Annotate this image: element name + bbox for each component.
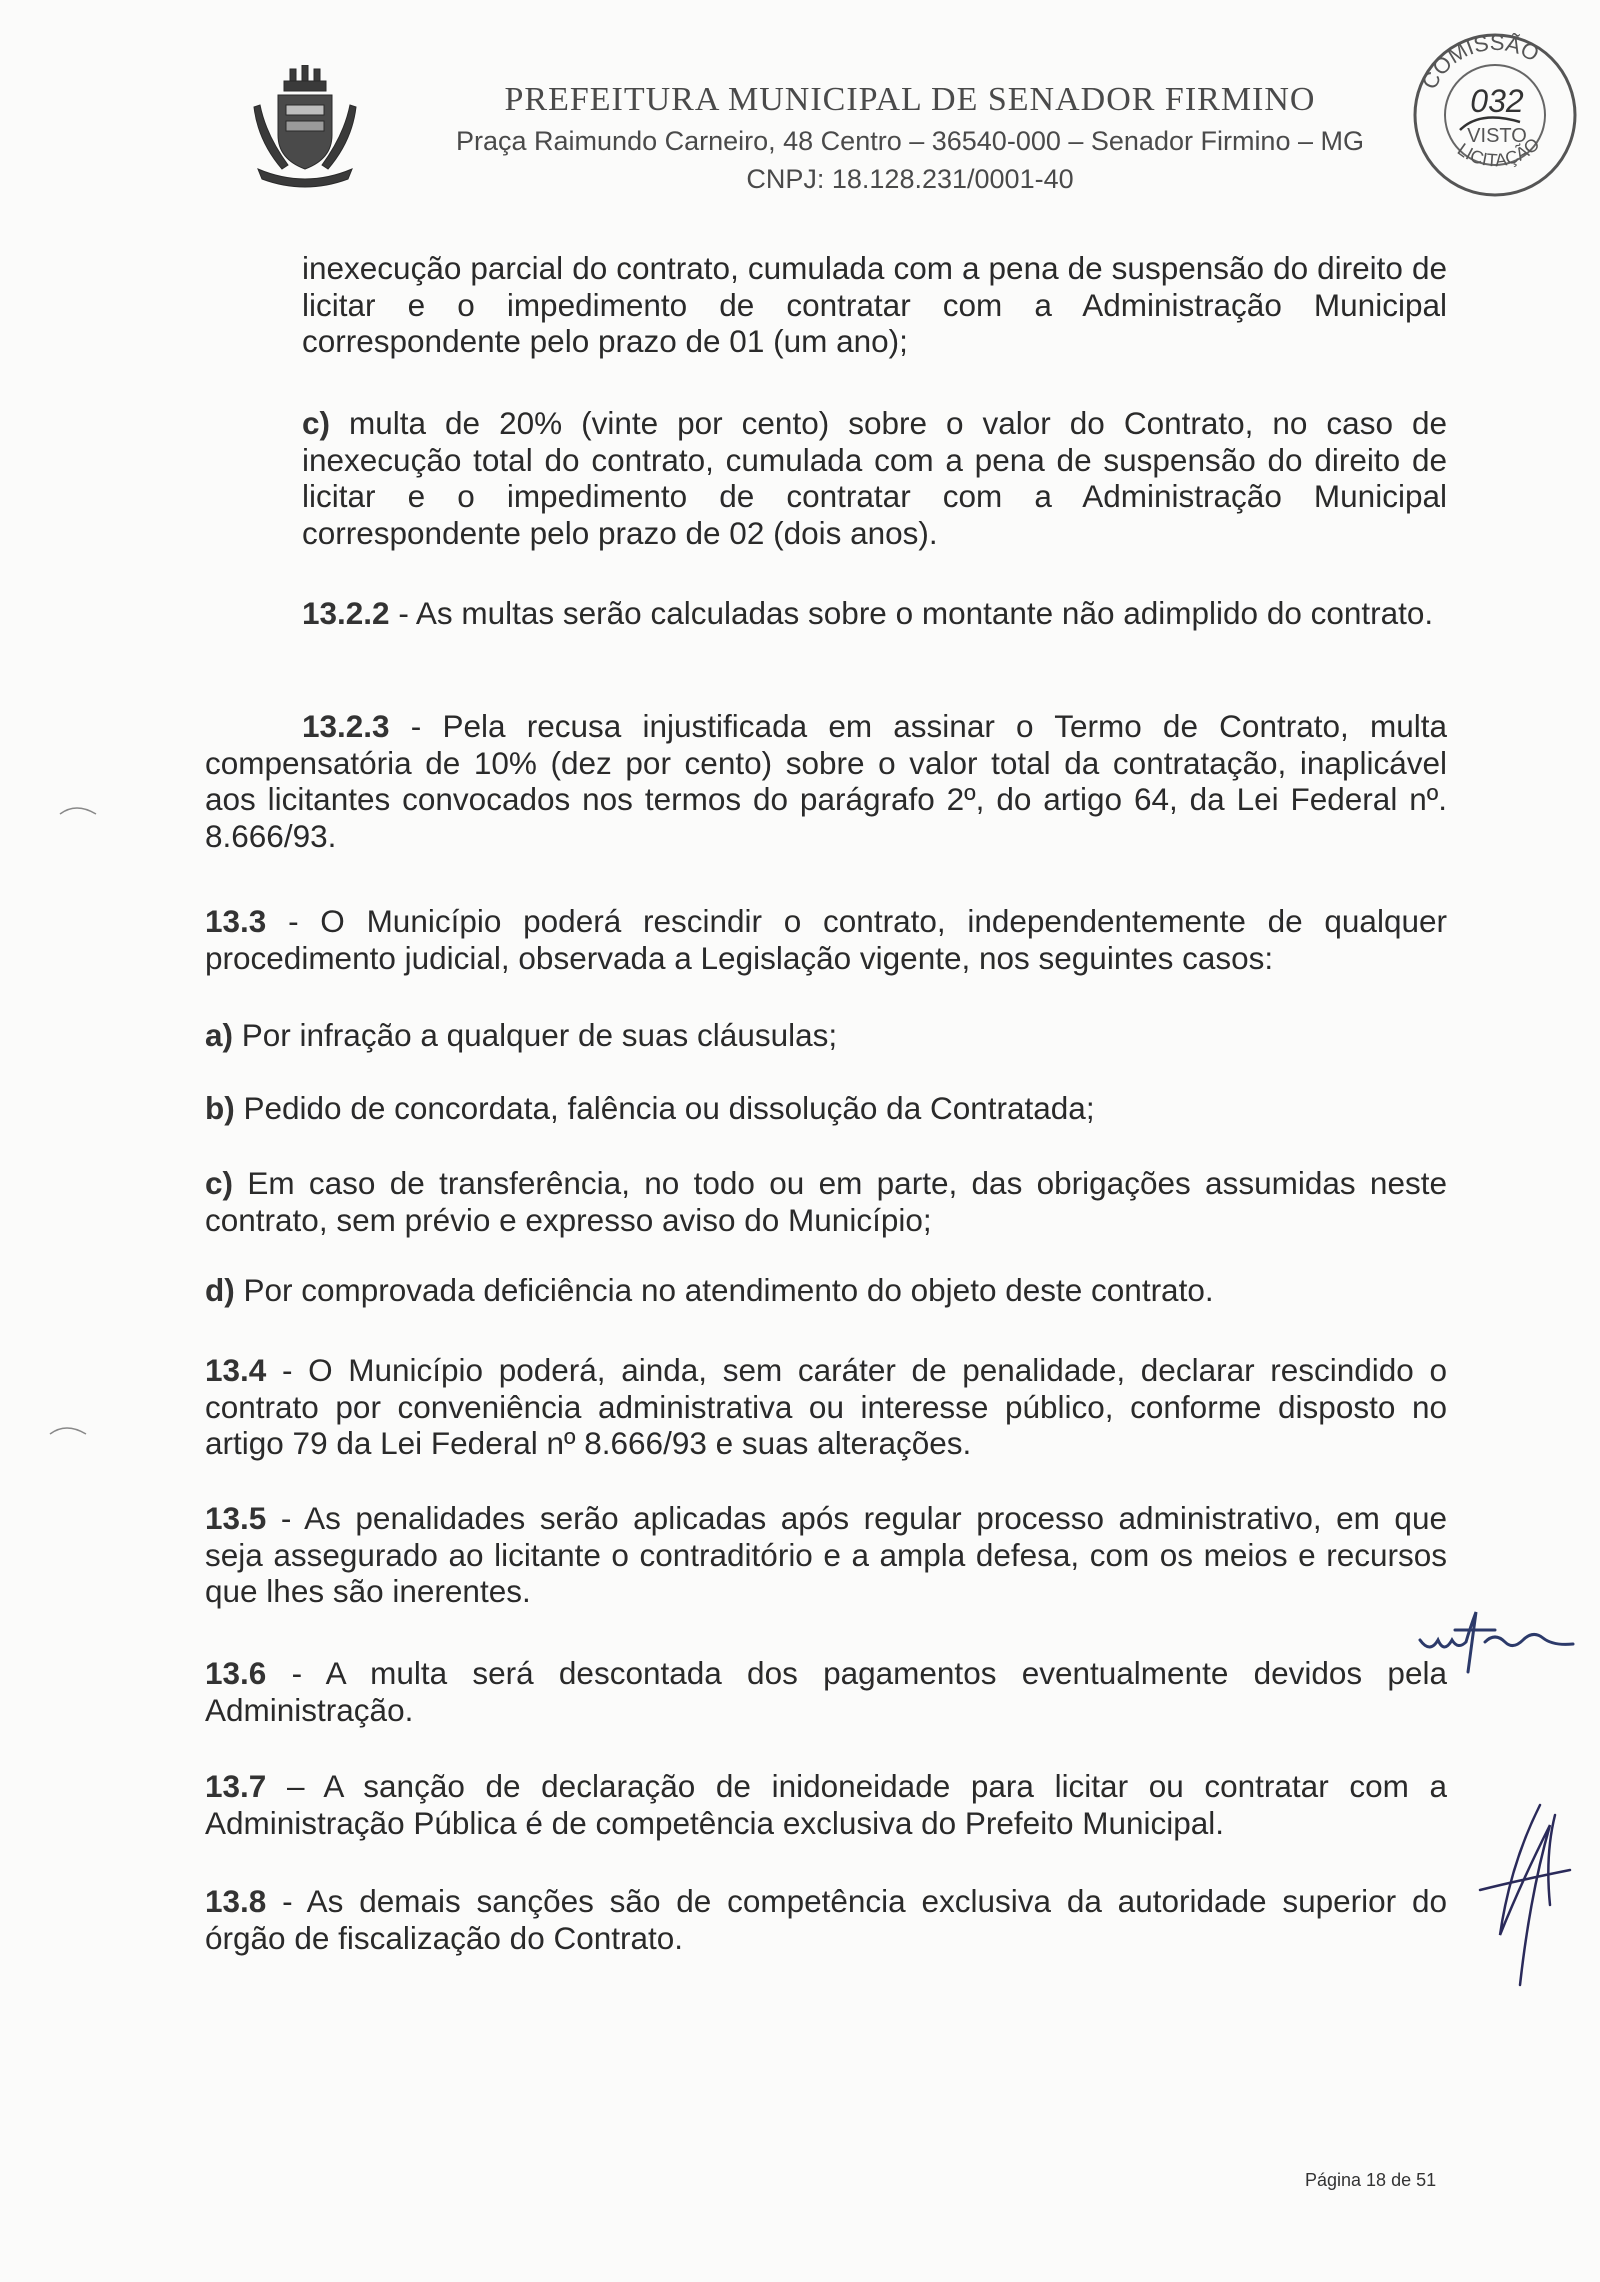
paragraph-continuation: inexecução parcial do contrato, cumulada com a pena de suspensão do direito de licitar e o impedimento de contratar com a Administração Municipal correspondente pelo prazo de 01 (um ano); xyxy=(302,250,1447,359)
paragraph-13-2-2 xyxy=(302,595,1447,632)
paragraph-13-6 xyxy=(205,1655,1447,1728)
org-address: Praça Raimundo Carneiro, 48 Centro – 36540-000 – Senador Firmino – MG xyxy=(456,126,1364,156)
list-item-c xyxy=(205,1165,1447,1238)
stamp-bottom-text: LICITAÇÃO xyxy=(1453,133,1544,171)
item-marker: b) xyxy=(205,1090,235,1126)
list-item-d xyxy=(205,1272,1447,1309)
paragraph-text: - O Município poderá, ainda, sem caráter de penalidade, declarar rescindido o contrato por conveniência administrativa ou interesse público, conforme disposto no artigo 79 da Lei Federal nº 8.666/93 e suas alterações. xyxy=(205,1352,1447,1461)
paragraph-13-4 xyxy=(205,1352,1447,1462)
list-item-text: Por comprovada deficiência no atendimento do objeto deste contrato. xyxy=(234,1272,1214,1308)
item-marker: c) xyxy=(205,1165,234,1201)
list-item-text: Por infração a qualquer de suas cláusulas; xyxy=(233,1017,838,1053)
stamp-top-text: COMISSÃO xyxy=(1416,29,1544,94)
paragraph-text: - Pela recusa injustificada em assinar o Termo de Contrato, multa compensatória de 10% (dez por cento) sobre o valor total da contratação, inaplicável aos licitantes convocados nos termos do parágrafo 2º, do artigo 64, da Lei Federal nº. 8.666/93. xyxy=(205,708,1447,854)
paragraph-text: - As demais sanções são de competência exclusiva da autoridade superior do órgão de fiscalização do Contrato. xyxy=(205,1883,1447,1956)
clause-number: 13.7 xyxy=(205,1768,267,1804)
org-name: PREFEITURA MUNICIPAL DE SENADOR FIRMINO xyxy=(504,81,1316,118)
clause-number: 13.5 xyxy=(205,1500,267,1536)
list-item-a xyxy=(205,1017,1447,1054)
stamp-visto: VISTO xyxy=(1467,125,1527,147)
paragraph-text: - O Município poderá rescindir o contrato, independentemente de qualquer procedimento judicial, observada a Legislação vigente, nos seguintes casos: xyxy=(205,903,1447,976)
clause-number: 13.3 xyxy=(205,903,267,939)
list-item-text: Pedido de concordata, falência ou dissolução da Contratada; xyxy=(234,1090,1095,1126)
paragraph-13-2-3 xyxy=(205,708,1447,854)
page-number: Página 18 de 51 xyxy=(1305,2170,1437,2190)
paragraph-text: - As penalidades serão aplicadas após regular processo administrativo, em que seja assegurado ao licitante o contraditório e a ampla defesa, com os meios e recursos que lhes são inerentes. xyxy=(205,1500,1447,1609)
clause-number: 13.2.3 xyxy=(302,708,390,744)
paragraph-13-5 xyxy=(205,1500,1447,1610)
clause-number: 13.2.2 xyxy=(302,595,390,631)
handwritten-initials xyxy=(1415,1600,1585,1680)
org-cnpj: CNPJ: 18.128.231/0001-40 xyxy=(746,164,1074,194)
clause-number: 13.8 xyxy=(205,1883,267,1919)
stamp-number: 032 xyxy=(1470,83,1524,119)
scan-mark xyxy=(58,800,98,820)
list-item-b xyxy=(205,1090,1447,1127)
commission-stamp xyxy=(1400,20,1590,210)
handwritten-signature xyxy=(1470,1795,1580,1995)
item-marker: c) xyxy=(302,405,331,441)
paragraph-13-3 xyxy=(205,903,1447,976)
paragraph-13-7 xyxy=(205,1768,1447,1841)
clause-number: 13.6 xyxy=(205,1655,267,1691)
letterhead xyxy=(420,78,1400,198)
item-marker: a) xyxy=(205,1017,234,1053)
paragraph-text: – A sanção de declaração de inidoneidade para licitar ou contratar com a Administração Pública é de competência exclusiva do Prefeito Municipal. xyxy=(205,1768,1447,1841)
clause-number: 13.4 xyxy=(205,1352,267,1388)
coat-of-arms-icon xyxy=(250,65,360,195)
paragraph-13-8 xyxy=(205,1883,1447,1956)
paragraph-item-c-penalty xyxy=(302,405,1447,551)
item-marker: d) xyxy=(205,1272,235,1308)
list-item-text: Em caso de transferência, no todo ou em parte, das obrigações assumidas neste contrato, sem prévio e expresso aviso do Município; xyxy=(205,1165,1447,1238)
paragraph-text: - As multas serão calculadas sobre o montante não adimplido do contrato. xyxy=(389,595,1434,631)
scan-mark xyxy=(48,1420,88,1440)
paragraph-text: multa de 20% (vinte por cento) sobre o valor do Contrato, no caso de inexecução total do contrato, cumulada com a pena de suspensão do direito de licitar e o impedimento de contratar com a Administração Municipal correspondente pelo prazo de 02 (dois anos). xyxy=(302,405,1447,551)
paragraph-text: - A multa será descontada dos pagamentos eventualmente devidos pela Administração. xyxy=(205,1655,1447,1728)
